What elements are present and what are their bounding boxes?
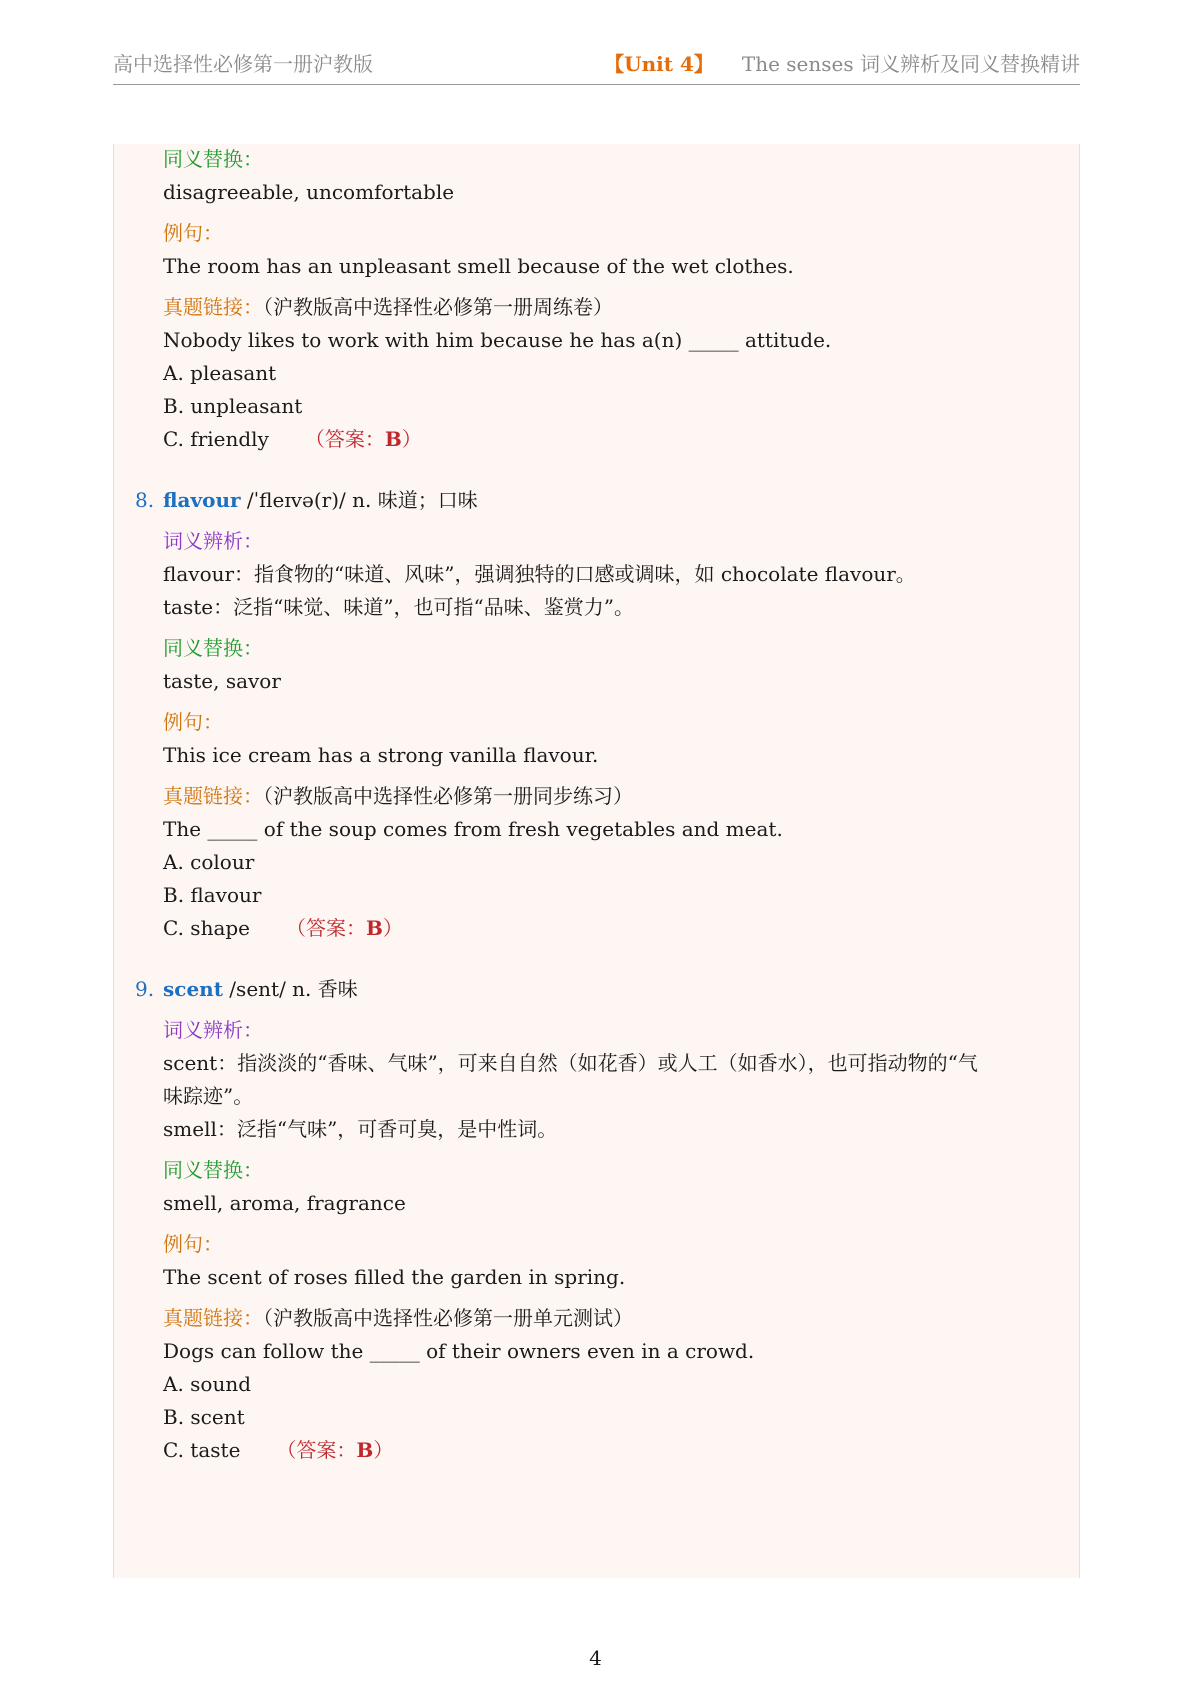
entry8-number: 8. [135,488,155,512]
entry9-exam-link [163,1305,633,1331]
entry9-example: The scent of roses filled the garden in spring. [163,1265,626,1289]
entry9-headword-row [163,976,358,1002]
entry9-analysis-2: smell：泛指“气味”，可香可臭，是中性词。 [163,1117,558,1141]
exam-label: 真题链接： [163,295,263,319]
entry9-analysis-1b: 味踪迹”。 [163,1084,254,1108]
exam-label: 真题链接： [163,784,263,808]
answer-letter: B [366,916,383,940]
entry9-option-b: B. scent [163,1405,245,1429]
entry8-answer [286,916,403,940]
entry9-phonetic: /sent/ n. 香味 [222,977,358,1001]
example-label: 例句： [163,221,223,245]
entry7-example: The room has an unpleasant smell because of the wet clothes. [163,254,794,278]
entry9-option-c: C. taste [163,1438,241,1462]
analysis-label: 词义辨析： [163,1018,263,1042]
entry8-option-c: C. shape [163,916,251,940]
answer-prefix: （答案： [276,1438,357,1462]
entry7-source: （沪教版高中选择性必修第一册周练卷） [263,295,613,319]
synonym-label: 同义替换： [163,147,263,171]
answer-suffix: ） [373,1438,394,1462]
entry8-analysis-2: taste：泛指“味觉、味道”，也可指“品味、鉴赏力”。 [163,595,634,619]
header-right [604,48,1080,77]
answer-letter: B [384,427,402,451]
synonym-label: 同义替换： [163,636,263,660]
synonym-label: 同义替换： [163,1158,263,1182]
entry9-number: 9. [135,977,155,1001]
entry9-option-c-row [163,1437,393,1463]
entry8-exam-link [163,783,633,809]
entry7-option-c-row [163,426,422,452]
entry9-answer [276,1438,393,1462]
entry8-analysis-1: flavour：指食物的“味道、风味”，强调独特的口感或调味，如 chocolate flavour。 [163,562,916,586]
entry8-source: （沪教版高中选择性必修第一册同步练习） [263,784,633,808]
header-unit: 【Unit 4】 [604,52,714,76]
entry8-example: This ice cream has a strong vanilla flavour. [163,743,599,767]
entry9-analysis-1a: scent：指淡淡的“香味、气味”，可来自自然（如花香）或人工（如香水），也可指动物的“气 [163,1051,978,1075]
entry8-word: flavour [163,488,241,512]
header-book-title: 高中选择性必修第一册沪教版 [113,52,373,76]
answer-prefix: （答案： [286,916,367,940]
entry8-question: The _____ of the soup comes from fresh vegetables and meat. [163,817,783,841]
answer-letter: B [356,1438,374,1462]
entry9-source: （沪教版高中选择性必修第一册单元测试） [263,1306,633,1330]
example-label: 例句： [163,1232,223,1256]
page-number: 4 [589,1646,602,1670]
entry9-word: scent [163,977,223,1001]
example-label: 例句： [163,710,223,734]
entry8-option-a: A. colour [163,850,255,874]
entry7-option-c: C. friendly [163,427,269,451]
entry9-synonyms: smell, aroma, fragrance [163,1191,406,1215]
entry7-answer [305,427,422,451]
entry8-headword-row [163,487,478,513]
entry8-option-c-row [163,915,403,941]
entry9-question: Dogs can follow the _____ of their owners even in a crowd. [163,1339,755,1363]
header-topic: The senses 词义辨析及同义替换精讲 [741,52,1080,76]
entry7-option-a: A. pleasant [163,361,277,385]
entry9-option-a: A. sound [163,1372,252,1396]
page-header [113,44,1080,85]
entry7-option-b: B. unpleasant [163,394,303,418]
analysis-label: 词义辨析： [163,529,263,553]
entry7-question: Nobody likes to work with him because he has a(n) _____ attitude. [163,328,832,352]
entry7-exam-link [163,294,613,320]
entry7-synonyms: disagreeable, uncomfortable [163,180,455,204]
entry8-synonyms: taste, savor [163,669,281,693]
answer-prefix: （答案： [304,427,385,451]
answer-suffix: ） [382,916,403,940]
exam-label: 真题链接： [163,1306,263,1330]
entry8-option-b: B. flavour [163,883,262,907]
answer-suffix: ） [401,427,422,451]
entry8-phonetic: /ˈfleɪvə(r)/ n. 味道；口味 [240,488,478,512]
